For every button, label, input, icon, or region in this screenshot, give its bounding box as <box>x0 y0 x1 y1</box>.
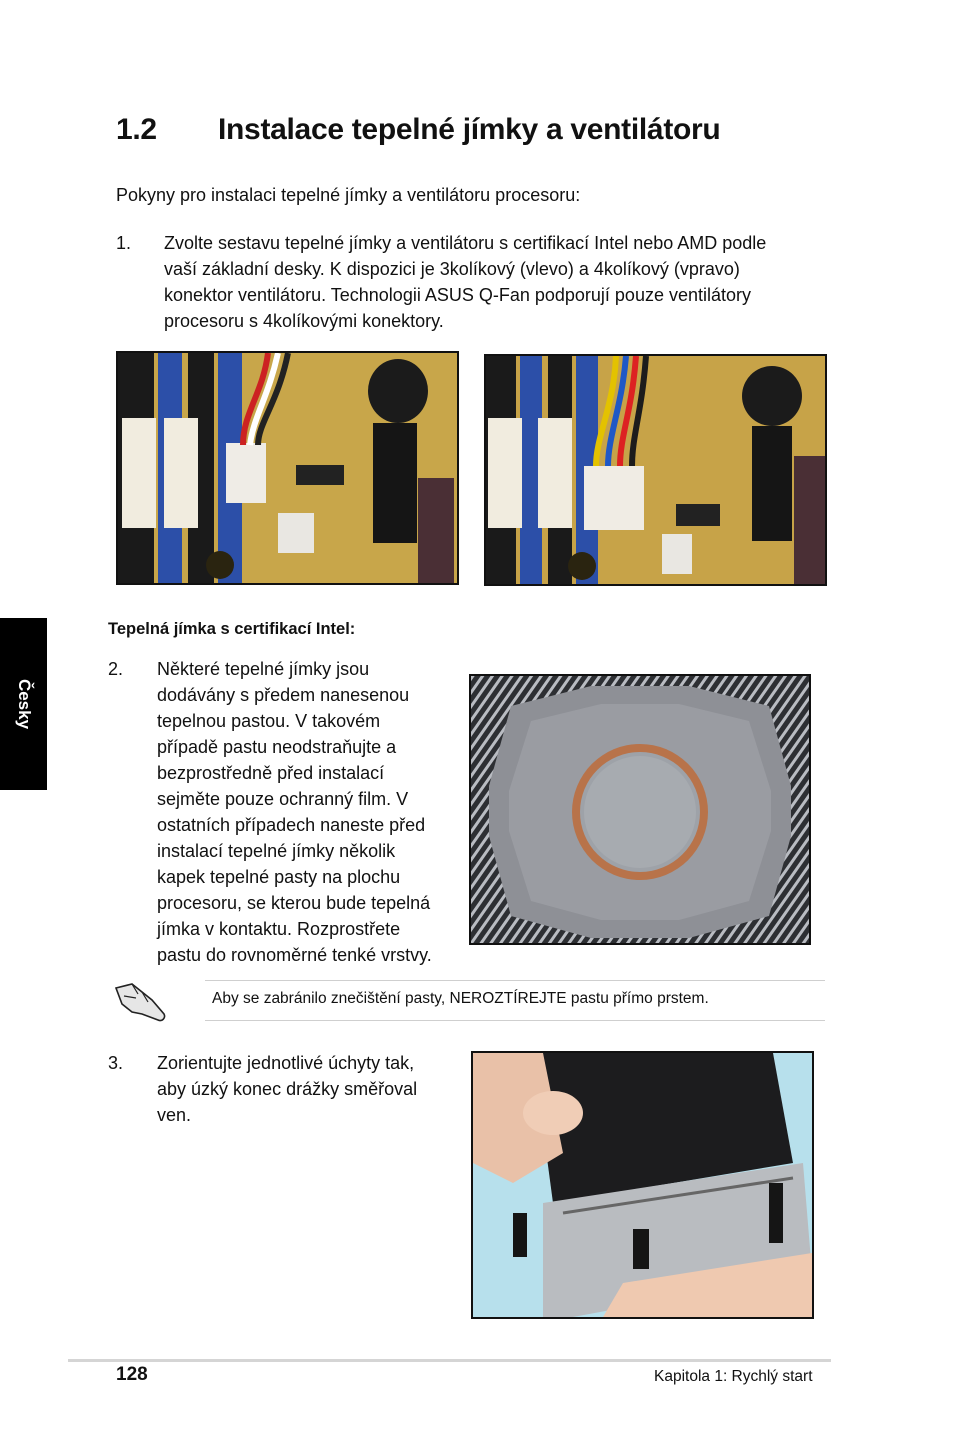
intro-text: Pokyny pro instalaci tepelné jímky a ventilátoru procesoru: <box>116 185 581 205</box>
step-line: kapek tepelné pasty na plochu <box>157 867 401 887</box>
step-line: konektor ventilátoru. Technologii ASUS Q-Fan podporují pouze ventilátory <box>164 285 752 305</box>
step-number: 1. <box>116 233 132 253</box>
language-side-tab <box>0 618 47 790</box>
note-text: Aby se zabránilo znečištění pasty, NEROZTÍREJTE pastu přímo prstem. <box>212 990 709 1007</box>
step-1 <box>116 230 836 340</box>
step-line: Zorientujte jednotlivé úchyty tak, <box>157 1053 415 1073</box>
step-line: procesoru s 4kolíkovými konektory. <box>164 311 444 331</box>
step-line: Některé tepelné jímky jsou <box>157 659 370 679</box>
language-label: Česky <box>14 678 34 730</box>
connector-4pin-photo <box>484 354 827 586</box>
step-line: sejměte pouze ochranný film. V <box>157 789 409 809</box>
footer-divider <box>68 1359 831 1362</box>
step-line: ven. <box>157 1105 192 1125</box>
connector-3pin-photo <box>116 351 459 585</box>
step-number: 3. <box>108 1053 124 1073</box>
step-3 <box>108 1050 468 1130</box>
step-line: Zvolte sestavu tepelné jímky a ventilátoru s certifikací Intel nebo AMD podle <box>164 233 767 253</box>
section-number: 1.2 <box>116 113 157 146</box>
step-line: aby úzký konec drážky směřoval <box>157 1079 418 1099</box>
step-line: procesoru, se kterou bude tepelná <box>157 893 431 913</box>
step-line: jímka v kontaktu. Rozprostřete <box>157 919 401 939</box>
step-line: vaší základní desky. K dispozici je 3kolíkový (vlevo) a 4kolíkový (vpravo) <box>164 259 740 279</box>
section-heading <box>116 113 720 147</box>
page-number: 128 <box>116 1364 148 1385</box>
step-line: pastu do rovnoměrné tenké vrstvy. <box>157 945 432 965</box>
chapter-title: Kapitola 1: Rychlý start <box>654 1368 813 1385</box>
step-line: ostatních případech naneste před <box>157 815 426 835</box>
step-line: tepelnou pastou. V takovém <box>157 711 381 731</box>
step-number: 2. <box>108 659 124 679</box>
step-2 <box>108 656 468 972</box>
note-divider-top <box>205 980 825 981</box>
subheading: Tepelná jímka s certifikací Intel: <box>108 620 356 638</box>
step-line: dodávány s předem nanesenou <box>157 685 410 705</box>
heatsink-paste-photo <box>469 674 811 945</box>
pointing-hand-icon <box>112 978 168 1026</box>
section-title: Instalace tepelné jímky a ventilátoru <box>218 113 721 146</box>
fastener-photo <box>471 1051 814 1319</box>
step-line: bezprostředně před instalací <box>157 763 385 783</box>
step-line: případě pastu neodstraňujte a <box>157 737 397 757</box>
step-line: instalací tepelné jímky několik <box>157 841 396 861</box>
note-divider-bottom <box>205 1020 825 1021</box>
